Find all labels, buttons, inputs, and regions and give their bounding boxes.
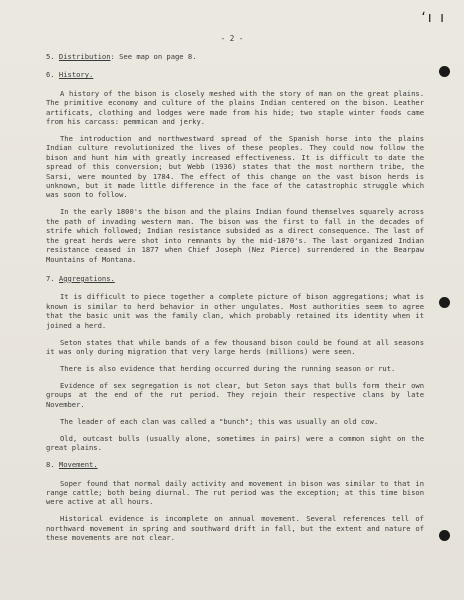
section-title: Movement. <box>58 460 98 470</box>
section-number: 6. <box>46 70 55 80</box>
paragraph: In the early 1800's the bison and the plains Indian found themselves squarely across the path of invading western man. The bison was the first to fall in the decades of strife which followed; Indian resistance subsided as a direct consequence. The last of the great herds were shot into remnants by the mid-1870's. The last organized Indian resistance ceased in 1877 when Chief Joseph (Nez Pierce) surrendered in the Bearpaw Mountains of Montana. <box>46 207 424 264</box>
section-history <box>46 70 424 79</box>
section-title: History. <box>58 70 94 80</box>
document-body <box>46 52 424 550</box>
paragraph: Seton states that while bands of a few thousand bison could be found at all seasons it was only during migration that very large herds (millions) were seen. <box>46 337 424 356</box>
section-movement <box>46 460 424 469</box>
paragraph: The introduction and northwestward spread of the Spanish horse into the plains Indian culture revolutionized the lives of these peoples. They could now follow the bison and hunt him with greatly increased effectiveness. It is difficult to date the spread of this conversion; but Webb (1936) states that the most northern tribe, the Sarsi, were mounted by 1784. The effect of this change on the vast bison herds is unknown, but it made little difference in the face of the catastrophic struggle which was soon to follow. <box>46 134 424 200</box>
punch-hole <box>439 297 450 308</box>
section-number: 5. <box>46 52 55 61</box>
page-number: - 2 - <box>220 34 244 43</box>
paragraph: There is also evidence that herding occurred during the running season or rut. <box>60 363 396 373</box>
paragraph: A history of the bison is closely meshed with the story of man on the great plains. The primitive economy and culture of the plains Indian centered on the bison. Leather artificats, clothing and lodges were made from his hide; two staple winter foods came from his carcass: pemmican and jerky. <box>46 88 424 127</box>
paragraph: Historical evidence is incomplete on annual movement. Several references tell of northward movement in spring and southward drift in fall, but the extent and nature of these movements are not clear. <box>46 514 424 543</box>
paragraph: It is difficult to piece together a complete picture of bison aggregations; what is known is similar to herd behavior in other ungulates. Most authorities seem to agree that the basic unit was the family clan, which probably retained its identity when it joined a herd. <box>46 292 424 330</box>
section-title: Distribution <box>58 52 111 61</box>
paragraph: Soper found that normal daily activity and movement in bison was similar to that in range cattle; both being diurnal. The rut period was the exception; at this time bison were active at all hours. <box>46 478 424 507</box>
section-number: 8. <box>46 460 55 470</box>
punch-hole <box>439 530 450 541</box>
paragraph: The leader of each clan was called a "bunch"; this was usually an old cow. <box>60 416 379 426</box>
corner-handwritten-mark: ʻı ı <box>421 10 446 26</box>
section-number: 7. <box>46 273 55 283</box>
section-distribution: 5. Distribution: See map on page 8. <box>46 52 197 61</box>
paragraph: Old, outcast bulls (usually alone, sometimes in pairs) were a common sight on the great plains. <box>46 433 424 453</box>
paragraph: Evidence of sex segregation is not clear, but Seton says that bulls form their own groups at the end of the rut period. They rejoin their respective clans by late November. <box>46 380 424 409</box>
section-aggregations <box>46 274 424 283</box>
punch-hole <box>439 66 450 77</box>
section-title: Aggregations. <box>58 273 115 283</box>
section-inline-text: See map on page 8. <box>119 52 197 61</box>
